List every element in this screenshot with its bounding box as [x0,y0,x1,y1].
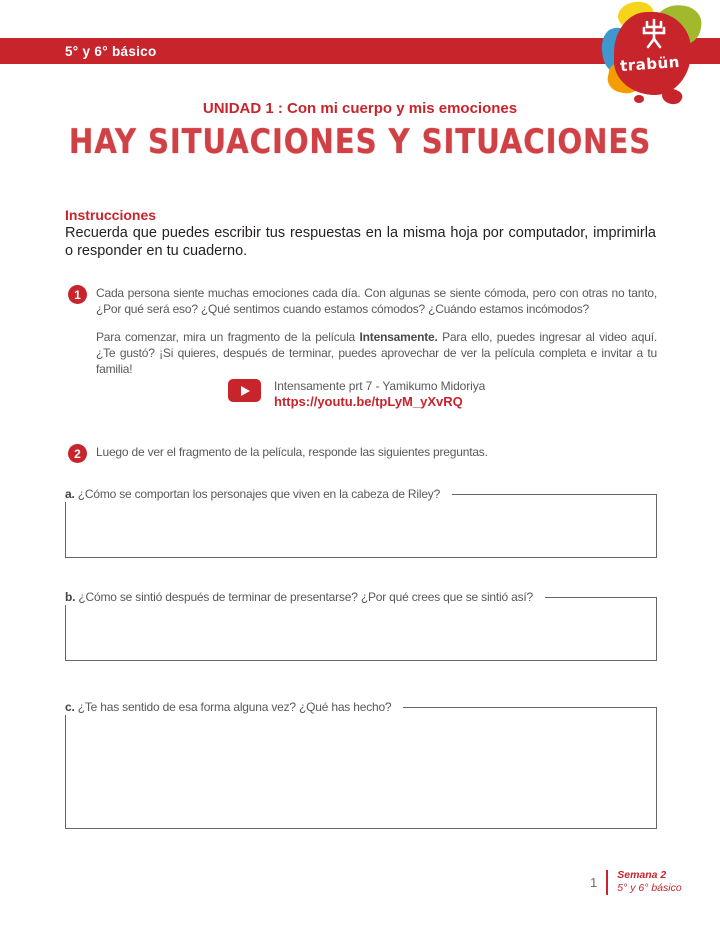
page-footer [590,869,682,895]
page-title: HAY SITUACIONES Y SITUACIONES [68,122,652,162]
numbered-item-1 [65,285,657,317]
footer-grade: 5° y 6° básico [617,882,682,895]
trabun-logo [602,2,708,108]
play-icon [241,386,250,396]
item-1-extra-pre: Para comenzar, mira un fragmento de la película [96,330,360,344]
question-b-letter: b. [65,590,76,604]
video-link[interactable]: https://youtu.be/tpLyM_yXvRQ [274,394,463,409]
mapuche-figure-icon [638,17,670,51]
question-c-label [65,700,403,715]
question-b [65,590,657,661]
answer-box-b[interactable] [65,597,657,661]
logo-red-dot [634,95,644,103]
question-a [65,487,657,558]
question-b-label [65,590,545,605]
item-2-text: Luego de ver el fragmento de la película, responde las siguientes preguntas. [96,445,488,459]
footer-week: Semana 2 [617,869,667,881]
numbered-item-2 [65,444,657,460]
header-grade-label: 5° y 6° básico [65,43,157,59]
footer-texts [617,869,681,895]
youtube-play-button[interactable] [228,379,261,402]
page-number: 1 [590,874,598,890]
question-c-letter: c. [65,700,75,714]
question-c [65,700,657,829]
item-1-number-badge: 1 [68,285,87,304]
item-1-text: Cada persona siente muchas emociones cada día. Con algunas se siente cómoda, pero con otras no tanto, ¿Por qué será eso? ¿Qué sentimos cuando estamos cómodos? ¿Cuándo estamos incómodos? [96,286,657,317]
item-1-extra-post: Para ello, puedes ingresar al video aquí. ¿Te gustó? ¡Si quieres, después de terminar, puedes aprovechar de ver la película completa e invitar a tu familia! [96,330,657,377]
logo-red-drip [660,86,684,107]
answer-box-c[interactable] [65,707,657,829]
unit-title: UNIDAD 1 : Con mi cuerpo y mis emociones [202,100,518,117]
question-a-text: ¿Cómo se comportan los personajes que viven en la cabeza de Riley? [74,487,441,501]
video-row [228,379,485,409]
question-a-letter: a. [65,487,75,501]
movie-title: Intensamente. [359,330,438,344]
video-meta [274,379,485,409]
item-1-extra-paragraph [96,329,657,378]
instructions-body: Recuerda que puedes escribir tus respuestas en la misma hoja por computador, imprimirla o responder en tu cuaderno. [65,225,656,260]
question-a-label [65,487,452,502]
video-title: Intensamente prt 7 - Yamikumo Midoriya [274,379,486,393]
question-b-text: ¿Cómo se sintió después de terminar de presentarse? ¿Por qué crees que se sintió así? [75,590,533,604]
answer-box-a[interactable] [65,494,657,558]
logo-brand-text: trabün [619,52,681,76]
item-2-number-badge: 2 [68,444,87,463]
instructions-heading: Instrucciones [65,207,157,223]
question-c-text: ¿Te has sentido de esa forma alguna vez? ¿Qué has hecho? [74,700,392,714]
footer-divider [606,870,608,895]
